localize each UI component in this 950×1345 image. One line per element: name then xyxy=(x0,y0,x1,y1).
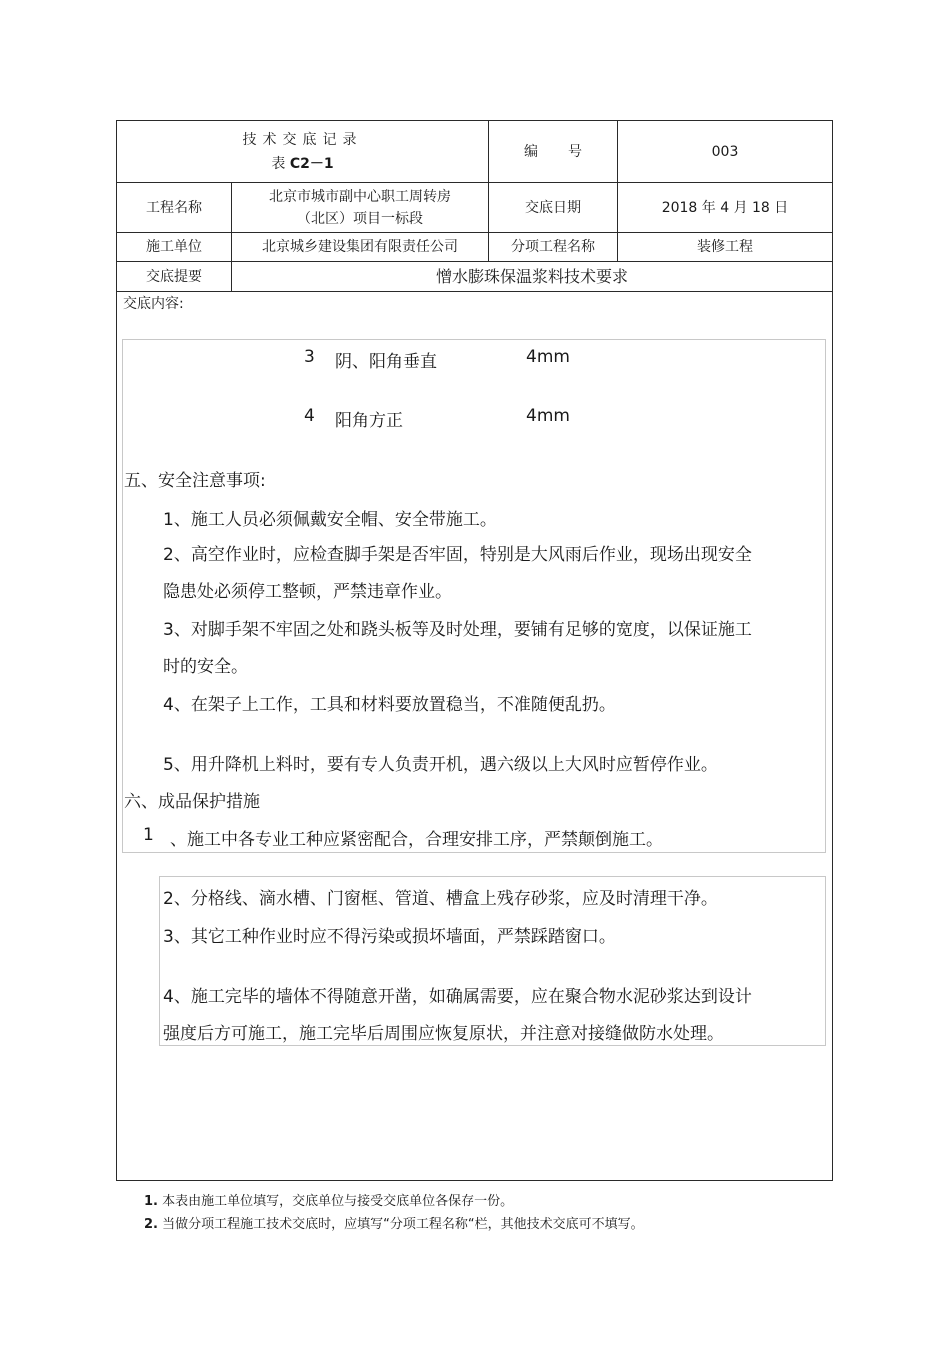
footnote-number: 2. xyxy=(144,1217,158,1232)
list-item-continued: 隐患处必须停工整顿，严禁违章作业。 xyxy=(163,582,452,602)
list-item-number: 1 xyxy=(143,825,154,845)
inner-box-border xyxy=(122,339,826,340)
summary-label: 交底提要 xyxy=(146,268,202,285)
form-prefix: 表 xyxy=(271,155,286,172)
number-value: 003 xyxy=(711,143,739,160)
footnote-number: 1. xyxy=(144,1194,158,1209)
list-item: 1、施工人员必须佩戴安全帽、安全带施工。 xyxy=(163,510,497,530)
list-item: 、施工中各专业工种应紧密配合，合理安排工序，严禁颠倒施工。 xyxy=(170,830,663,850)
footnote xyxy=(144,1190,513,1209)
form-code: C2－1 xyxy=(289,155,334,172)
tolerance-value: 4mm xyxy=(526,347,570,367)
footnote-text: 当做分项工程施工技术交底时，应填写“分项工程名称“栏，其他技术交底可不填写。 xyxy=(162,1217,644,1232)
inner-box-border xyxy=(825,876,826,1046)
tolerance-value: 4mm xyxy=(526,406,570,426)
footnote-text: 本表由施工单位填写，交底单位与接受交底单位各保存一份。 xyxy=(162,1194,514,1209)
number-label: 编号 xyxy=(524,143,612,160)
page-title: 技术交底记录 xyxy=(242,131,363,148)
subitem-label: 分项工程名称 xyxy=(511,239,595,255)
table-border-right xyxy=(832,120,833,1181)
inner-box-border xyxy=(159,876,826,877)
project-name-line: 北京市城市副中心职工周转房 xyxy=(269,188,451,205)
form-code-line xyxy=(271,152,333,176)
table-border-bottom xyxy=(116,1180,833,1181)
construction-unit-label: 施工单位 xyxy=(146,239,202,255)
inner-box-border xyxy=(159,876,160,1046)
header-title-cell xyxy=(117,121,488,182)
list-item: 2、分格线、滴水槽、门窗框、管道、槽盒上残存砂浆，应及时清理干净。 xyxy=(163,889,718,909)
inner-box-border xyxy=(825,339,826,853)
inner-box-border xyxy=(159,1045,826,1046)
list-item-continued: 强度后方可施工，施工完毕后周围应恢复原状，并注意对接缝做防水处理。 xyxy=(163,1024,724,1044)
construction-unit-value: 北京城乡建设集团有限责任公司 xyxy=(262,239,458,255)
subitem-value: 装修工程 xyxy=(697,239,753,255)
date-value: 2018 年 4 月 18 日 xyxy=(661,199,789,216)
section-heading: 六、成品保护措施 xyxy=(124,792,260,812)
list-item: 3、其它工种作业时应不得污染或损坏墙面，严禁踩踏窗口。 xyxy=(163,927,616,947)
tolerance-no: 3 xyxy=(304,347,315,367)
project-name-label: 工程名称 xyxy=(146,199,202,216)
tolerance-item: 阴、阳角垂直 xyxy=(335,352,437,372)
list-item-continued: 时的安全。 xyxy=(163,657,248,677)
list-item: 4、施工完毕的墙体不得随意开凿，如确属需要，应在聚合物水泥砂浆达到设计 xyxy=(163,987,752,1007)
row-divider xyxy=(116,291,833,292)
footnote xyxy=(144,1213,644,1232)
inner-box-border xyxy=(122,852,826,853)
project-name-value xyxy=(232,183,488,232)
list-item: 4、在架子上工作，工具和材料要放置稳当，不准随便乱扔。 xyxy=(163,695,616,715)
list-item: 3、对脚手架不牢固之处和跷头板等及时处理，要铺有足够的宽度，以保证施工 xyxy=(163,620,752,640)
content-label: 交底内容: xyxy=(123,296,184,312)
list-item: 2、高空作业时，应检查脚手架是否牢固，特别是大风雨后作业，现场出现安全 xyxy=(163,545,752,565)
section-heading: 五、安全注意事项: xyxy=(124,471,266,491)
date-label: 交底日期 xyxy=(525,199,581,216)
tolerance-item: 阳角方正 xyxy=(335,411,403,431)
project-name-line: （北区）项目一标段 xyxy=(297,210,423,227)
inner-box-border xyxy=(122,339,123,853)
summary-value: 憎水膨珠保温浆料技术要求 xyxy=(435,266,628,286)
list-item: 5、用升降机上料时，要有专人负责开机，遇六级以上大风时应暂停作业。 xyxy=(163,755,718,775)
tolerance-no: 4 xyxy=(304,406,315,426)
